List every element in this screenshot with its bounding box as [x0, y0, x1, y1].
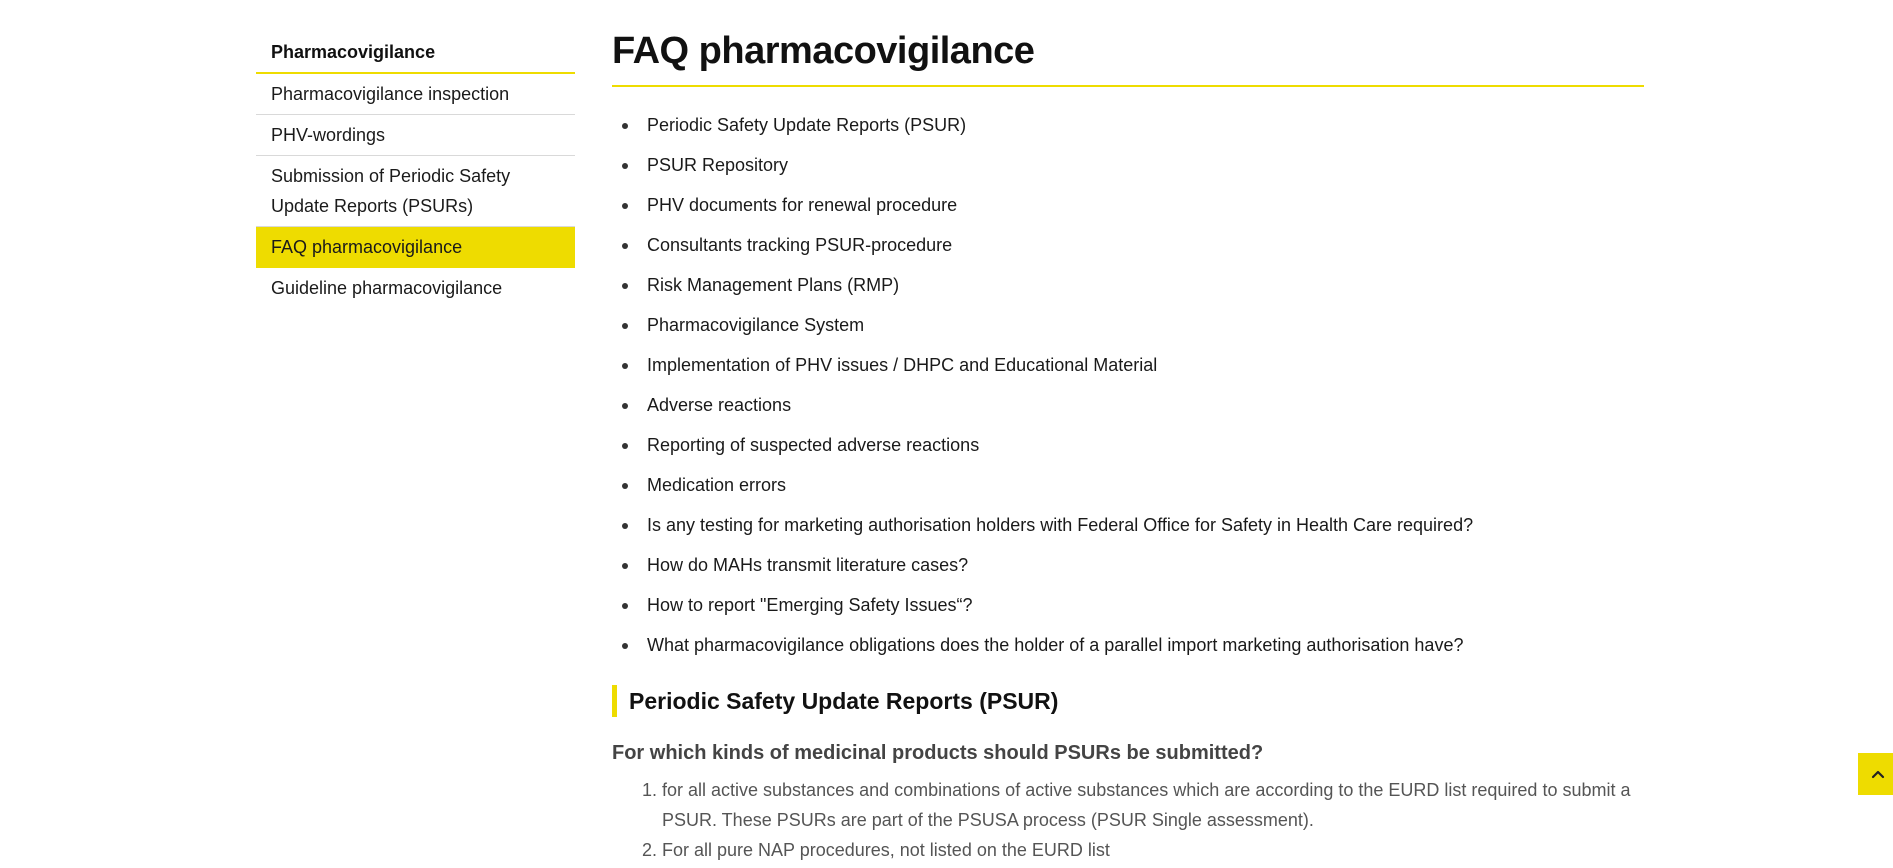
toc-link-psur-repository[interactable]: PSUR Repository: [647, 155, 789, 175]
toc-item: [612, 385, 1644, 425]
toc-item: [612, 425, 1644, 465]
toc-link-consultants-tracking[interactable]: Consultants tracking PSUR-procedure: [647, 235, 953, 255]
main-content: [612, 30, 1644, 865]
toc-item: [612, 465, 1644, 505]
toc-link-phv-documents-renewal[interactable]: PHV documents for renewal procedure: [647, 195, 958, 215]
sidebar-item-phv-wordings[interactable]: PHV-wordings: [256, 115, 575, 156]
toc-link-implementation-phv-issues[interactable]: Implementation of PHV issues / DHPC and Educational Material: [647, 355, 1158, 375]
back-to-top-button[interactable]: [1858, 753, 1893, 795]
toc-link-risk-management-plans[interactable]: Risk Management Plans (RMP): [647, 275, 900, 295]
sidebar-heading[interactable]: Pharmacovigilance: [256, 32, 575, 74]
toc-item: [612, 225, 1644, 265]
toc-item: [612, 505, 1644, 545]
toc-link-parallel-import[interactable]: What pharmacovigilance obligations does the holder of a parallel import marketing authorisation have?: [647, 635, 1464, 655]
toc-item: [612, 545, 1644, 585]
toc-link-emerging-safety-issues[interactable]: How to report "Emerging Safety Issues“?: [647, 595, 973, 615]
sidebar-item-guideline-pharmacovigilance[interactable]: Guideline pharmacovigilance: [271, 278, 503, 298]
section-heading-psur: Periodic Safety Update Reports (PSUR): [612, 685, 1644, 717]
toc-item: [612, 625, 1644, 665]
toc-link-psur[interactable]: Periodic Safety Update Reports (PSUR): [647, 115, 967, 135]
toc-link-adverse-reactions[interactable]: Adverse reactions: [647, 395, 792, 415]
toc-link-literature-cases[interactable]: How do MAHs transmit literature cases?: [647, 555, 969, 575]
toc-item: [612, 145, 1644, 185]
sidebar-nav: [256, 32, 575, 308]
table-of-contents: [612, 105, 1644, 665]
toc-item: [612, 305, 1644, 345]
answer-item: 1. for all active substances and combinations of active substances which are according to the EURD list required to submit a PSUR. These PSURs are part of the PSUSA process (PSUR Single assessment).: [662, 775, 1644, 835]
answer-item: 2. For all pure NAP procedures, not listed on the EURD list: [662, 835, 1644, 865]
chevron-up-icon: [1870, 766, 1886, 782]
sidebar-item-faq-pharmacovigilance[interactable]: FAQ pharmacovigilance: [256, 227, 575, 268]
toc-link-testing-mahs[interactable]: Is any testing for marketing authorisation holders with Federal Office for Safety in Health Care required?: [647, 515, 1474, 535]
toc-link-reporting-suspected[interactable]: Reporting of suspected adverse reactions: [647, 435, 980, 455]
sidebar-item-pharmacovigilance-inspection[interactable]: Pharmacovigilance inspection: [256, 74, 575, 115]
faq-question: For which kinds of medicinal products should PSURs be submitted?: [612, 742, 1264, 764]
toc-link-medication-errors[interactable]: Medication errors: [647, 475, 787, 495]
toc-item: [612, 345, 1644, 385]
toc-item: [612, 265, 1644, 305]
page-title: FAQ pharmacovigilance: [612, 30, 1644, 87]
toc-item: [612, 185, 1644, 225]
toc-item: [612, 105, 1644, 145]
sidebar-item-submission-psurs[interactable]: Submission of Periodic Safety Update Reports (PSURs): [256, 156, 575, 227]
answer-list: [612, 775, 1644, 865]
toc-item: [612, 585, 1644, 625]
toc-link-pharmacovigilance-system[interactable]: Pharmacovigilance System: [647, 315, 865, 335]
